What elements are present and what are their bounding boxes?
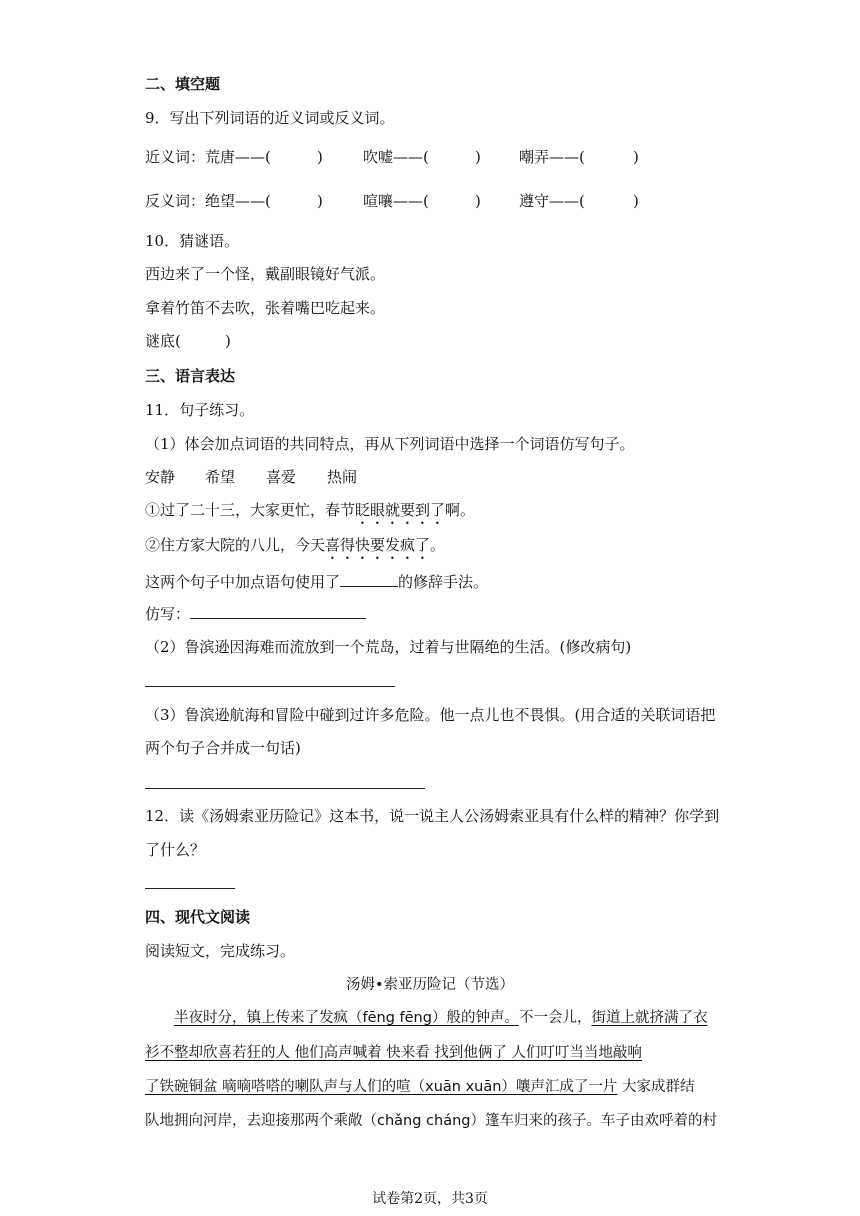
synonym-item-3: 嘲弄——( <box>519 148 585 166</box>
synonym-close-3: ) <box>633 148 639 166</box>
synonym-close-2: ) <box>475 148 481 166</box>
passage-1b: 不一会儿， <box>518 1010 592 1026</box>
passage-3a: 了铁碗铜盆 嘀嘀嗒嗒的喇队声与人们的喧（xuān xuān）嚷声汇成了一片 <box>145 1079 618 1095</box>
rhetoric-blank[interactable] <box>340 585 398 587</box>
part-2-answer-line[interactable] <box>145 686 395 687</box>
sentence-1-pre: ①过了二十三，大家更忙，春节 <box>145 501 356 519</box>
question-11-stem: 11．句子练习。 <box>145 401 255 419</box>
imitate-label: 仿写： <box>145 605 191 623</box>
riddle-answer-label: 谜底( <box>145 332 181 350</box>
rhetoric-pre: 这两个句子中加点语句使用了 <box>145 573 341 591</box>
reading-instruction: 阅读短文，完成练习。 <box>145 942 296 960</box>
passage-line-3 <box>145 1077 717 1097</box>
question-12-line-2: 了什么？ <box>145 841 206 859</box>
passage-1a: 半夜时分，镇上传来了发疯（fēng fēng）般的钟声。 <box>174 1010 519 1026</box>
passage-line-2: 衫不整却欣喜若狂的人 他们高声喊着 快来看 找到他俩了 人们叮叮当当地敲响 <box>145 1045 642 1061</box>
antonym-item-1: 反义词：绝望——( <box>145 192 271 210</box>
q11-part-1: （1）体会加点词语的共同特点，再从下列词语中选择一个词语仿写句子。 <box>145 435 635 453</box>
passage-line-1 <box>145 1008 717 1028</box>
question-12-line-1: 12．读《汤姆索亚历险记》这本书，说一说主人公汤姆索亚具有什么样的精神？你学到 <box>145 807 720 825</box>
section-heading-language: 三、语言表达 <box>145 367 236 385</box>
antonym-item-2: 喧嚷——( <box>363 192 429 210</box>
rhetoric-question <box>145 572 488 592</box>
sentence-2-pre: ②住方家大院的八儿，今天 <box>145 536 326 554</box>
riddle-line-2: 拿着竹笛不去吹，张着嘴巴吃起来。 <box>145 299 386 317</box>
passage-1c: 街道上就挤满了衣 <box>591 1010 708 1026</box>
section-heading-fill-blank: 二、填空题 <box>145 75 221 93</box>
word-option: 喜爱 <box>266 468 297 486</box>
antonym-close-2: ) <box>475 192 481 210</box>
word-option: 安静 <box>145 468 176 486</box>
riddle-answer-close: ) <box>225 332 231 350</box>
sentence-2-dotted: 喜得快要发疯了 <box>325 536 431 554</box>
question-9-stem: 9．写出下列词语的近义词或反义词。 <box>145 109 395 127</box>
word-option: 希望 <box>205 468 236 486</box>
imitate-line <box>145 604 366 624</box>
section-heading-reading: 四、现代文阅读 <box>145 908 251 926</box>
q11-part-3-line-2: 两个句子合并成一句话) <box>145 739 301 757</box>
word-option: 热闹 <box>327 468 358 486</box>
sentence-1-dotted: 眨眼就要到了 <box>355 501 446 519</box>
q11-part-3-line-1: （3）鲁滨逊航海和冒险中碰到过许多危险。他一点儿也不畏惧。(用合适的关联词语把 <box>145 706 716 724</box>
rhetoric-post: 的修辞手法。 <box>398 573 489 591</box>
antonym-item-3: 遵守——( <box>519 192 585 210</box>
example-sentence-1 <box>145 500 475 528</box>
question-10-stem: 10．猜谜语。 <box>145 232 240 250</box>
passage-line-4: 队地拥向河岸，去迎接那两个乘敞（chǎng cháng）篷车归来的孩子。车子由欢呼着的村 <box>145 1113 717 1129</box>
imitate-blank[interactable] <box>190 617 366 619</box>
question-12-answer-line[interactable] <box>145 888 235 889</box>
synonym-item-1: 近义词：荒唐——( <box>145 148 271 166</box>
synonym-item-2: 吹嘘——( <box>363 148 429 166</box>
example-sentence-2 <box>145 535 445 563</box>
antonym-close-1: ) <box>317 192 323 210</box>
sentence-1-post: 啊。 <box>445 501 476 519</box>
synonym-close-1: ) <box>317 148 323 166</box>
q11-part-2: （2）鲁滨逊因海难而流放到一个荒岛，过着与世隔绝的生活。(修改病句) <box>145 638 632 656</box>
passage-3b: 大家成群结 <box>617 1079 695 1095</box>
sentence-2-post: 。 <box>430 536 446 554</box>
riddle-line-1: 西边来了一个怪，戴副眼镜好气派。 <box>145 265 386 283</box>
part-3-answer-line[interactable] <box>145 788 425 789</box>
page-footer: 试卷第2页，共3页 <box>372 1191 488 1207</box>
antonym-close-3: ) <box>633 192 639 210</box>
passage-title: 汤姆•索亚历险记（节选） <box>345 977 515 993</box>
